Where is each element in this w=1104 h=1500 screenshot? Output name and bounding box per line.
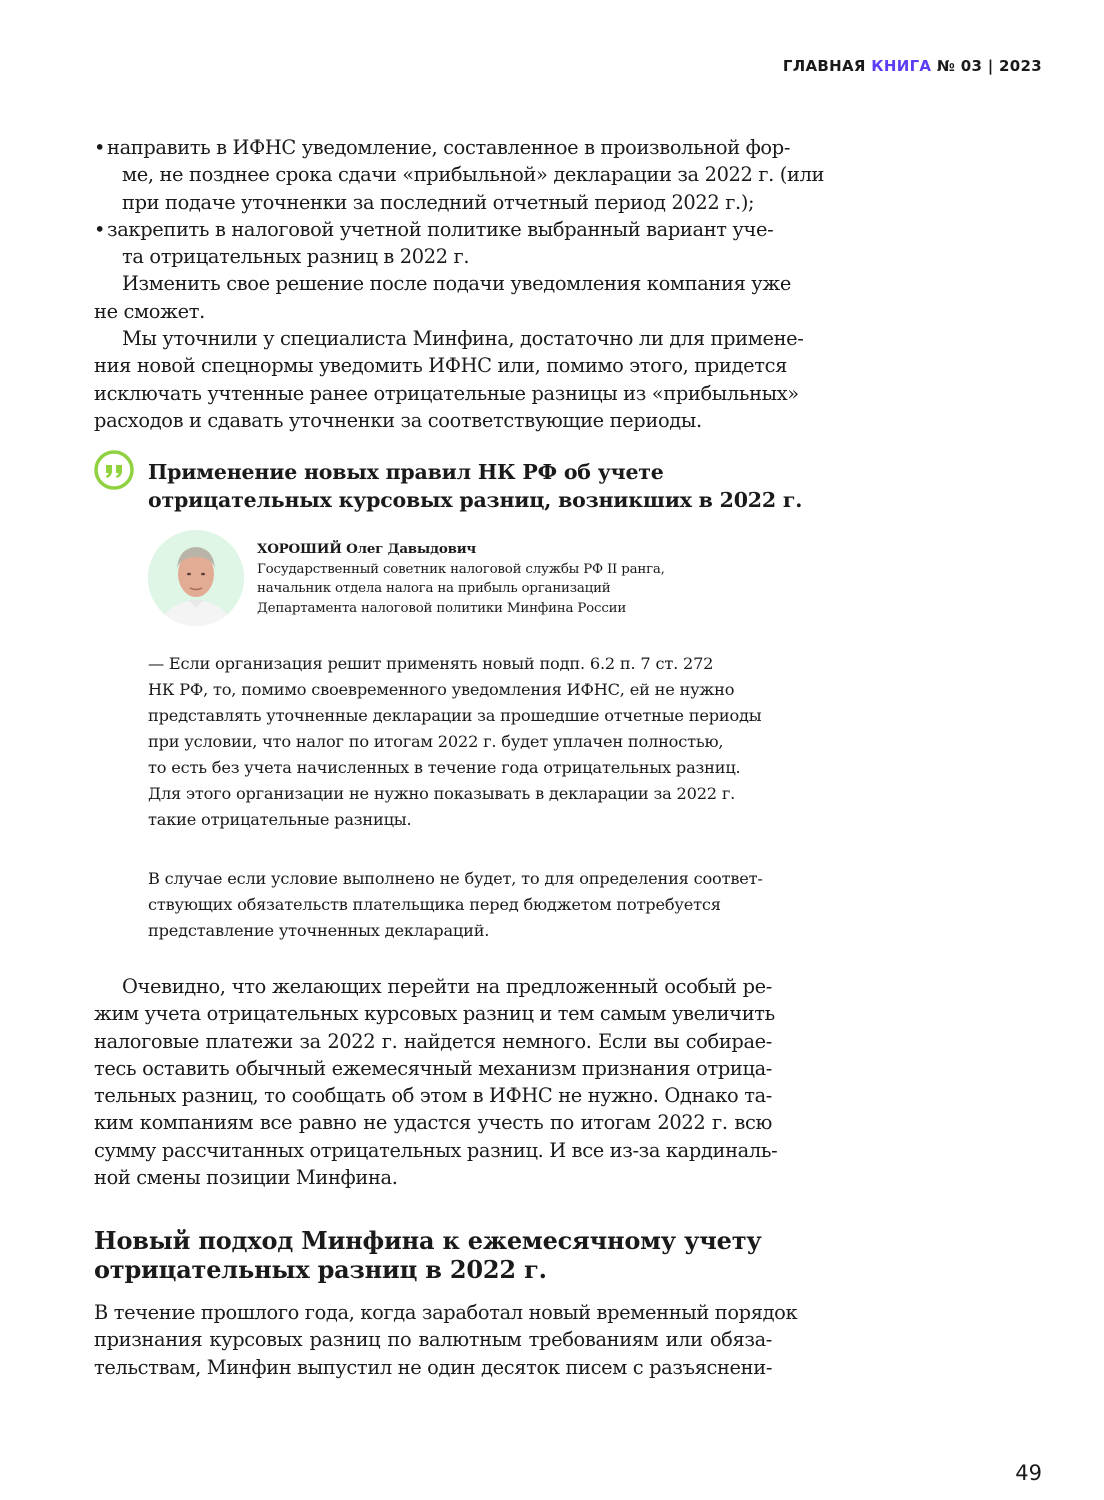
title-line: отрицательных курсовых разниц, возникших в 2022 г.: [148, 488, 803, 512]
text-line: тельных разниц, то сообщать об этом в ИФНС не нужно. Однако та-: [94, 1084, 772, 1108]
text-line: при подаче уточненки за последний отчетный период 2022 г.);: [122, 190, 755, 214]
paragraph: [94, 325, 804, 434]
expert-role-line: начальник отдела налога на прибыль организаций: [257, 581, 611, 596]
text-line: В течение прошлого года, когда заработал новый временный порядок: [94, 1301, 798, 1324]
issue-number: № 03 | 2023: [936, 57, 1042, 75]
quote-mark-icon: [94, 450, 134, 490]
intro-block: [94, 134, 825, 434]
text-line: ким компаниям все равно не удастся учесть по итогам 2022 г. всю: [94, 1111, 772, 1135]
magazine-name-part2: КНИГА: [871, 57, 932, 75]
text-line: Изменить свое решение после подачи уведомления компания уже: [122, 272, 791, 296]
text-line: Мы уточнили у специалиста Минфина, достаточно ли для примене-: [122, 327, 804, 351]
bullet-item: [94, 216, 772, 271]
magazine-name-part1: ГЛАВНАЯ: [782, 57, 866, 75]
expert-quote: [148, 651, 773, 833]
paragraph: [94, 270, 791, 325]
quote-line: ствующих обязательств плательщика перед бюджетом потребуется: [148, 895, 721, 914]
running-header: [783, 57, 1042, 75]
text-line: ния новой спецнормы уведомить ИФНС или, помимо этого, придется: [94, 354, 787, 378]
text-line: исключать учтенные ранее отрицательные разницы из «прибыльных»: [94, 381, 799, 405]
text-line: расходов и сдавать уточненки за соответствующие периоды.: [94, 408, 702, 432]
heading-line: отрицательных разниц в 2022 г.: [94, 1255, 547, 1284]
quote-line: В случае если условие выполнено не будет, то для определения соответ-: [148, 869, 763, 888]
expert-quote-continued: [148, 866, 773, 944]
text-line: тесь оставить обычный ежемесячный механизм признания отрица-: [94, 1056, 772, 1080]
quote-block-title: [148, 458, 803, 514]
text-line: закрепить в налоговой учетной политике выбранный вариант уче-: [107, 217, 774, 241]
quote-line: — Если организация решит применять новый подп. 6.2 п. 7 ст. 272: [148, 654, 714, 673]
quote-line: представление уточненных деклараций.: [148, 921, 490, 940]
bullet-item: [94, 134, 825, 216]
title-line: Применение новых правил НК РФ об учете: [148, 460, 664, 484]
page-number: 49: [1015, 1461, 1042, 1485]
expert-info: [257, 540, 665, 618]
expert-role-line: Государственный советник налоговой службы РФ II ранга,: [257, 561, 665, 577]
text-line: та отрицательных разниц в 2022 г.: [122, 245, 470, 269]
paragraph: [94, 973, 778, 1191]
quote-line: то есть без учета начисленных в течение года отрицательных разниц.: [148, 758, 741, 777]
text-line: налоговые платежи за 2022 г. найдется немного. Если вы собирае-: [94, 1029, 772, 1053]
expert-photo: [148, 530, 244, 626]
text-line: признания курсовых разниц по валютным требованиям или обяза-: [94, 1328, 772, 1352]
quote-line: представлять уточненные декларации за прошедшие отчетные периоды: [148, 706, 762, 725]
expert-role-line: Департамента налоговой политики Минфина России: [257, 600, 627, 616]
text-line: направить в ИФНС уведомление, составленное в произвольной фор-: [107, 136, 791, 159]
expert-portrait-icon: [148, 530, 244, 626]
expert-name: ХОРОШИЙ Олег Давыдович: [257, 541, 477, 557]
text-line: не сможет.: [94, 299, 205, 323]
text-line: сумму рассчитанных отрицательных разниц. И все из-за кардиналь-: [94, 1138, 778, 1162]
bullet-icon: •: [94, 217, 106, 241]
paragraph: [94, 1299, 798, 1381]
text-line: Очевидно, что желающих перейти на предложенный особый ре-: [122, 975, 772, 998]
text-line: жим учета отрицательных курсовых разниц и тем самым увеличить: [94, 1002, 775, 1026]
text-line: ной смены позиции Минфина.: [94, 1166, 398, 1190]
quote-line: Для этого организации не нужно показывать в декларации за 2022 г.: [148, 784, 736, 803]
heading-line: Новый подход Минфина к ежемесячному учету: [94, 1226, 762, 1255]
section-heading: [94, 1226, 794, 1284]
quote-line: такие отрицательные разницы.: [148, 810, 412, 829]
quote-line: при условии, что налог по итогам 2022 г. будет уплачен полностью,: [148, 732, 724, 751]
text-line: ме, не позднее срока сдачи «прибыльной» декларации за 2022 г. (или: [122, 163, 825, 187]
quote-line: НК РФ, то, помимо своевременного уведомления ИФНС, ей не нужно: [148, 680, 735, 699]
bullet-icon: •: [94, 136, 106, 159]
text-line: тельствам, Минфин выпустил не один десяток писем с разъяснени-: [94, 1355, 773, 1379]
